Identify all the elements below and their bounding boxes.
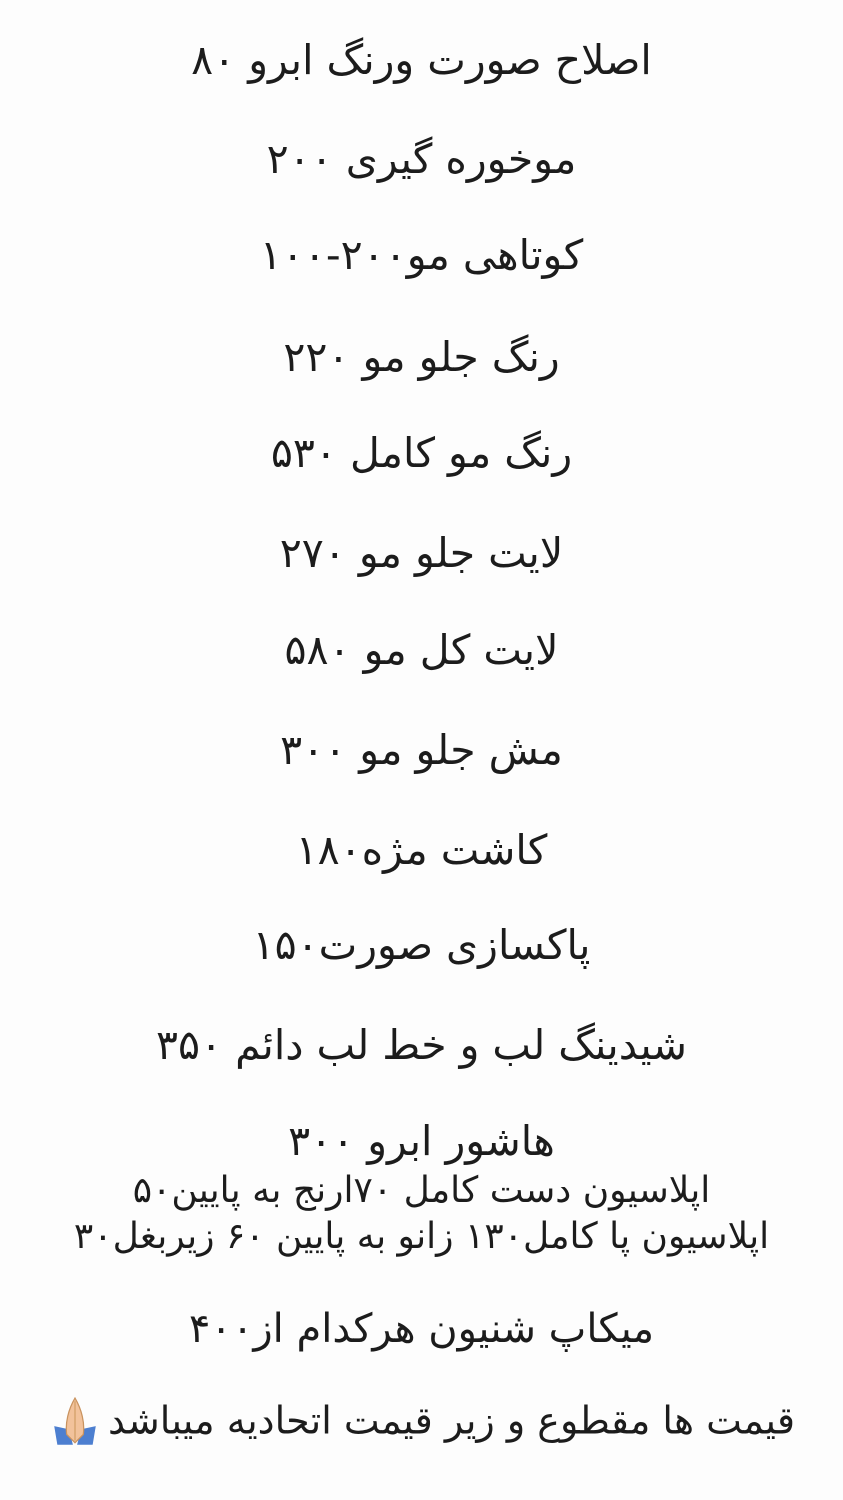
price-line-full-color: رنگ مو کامل ۵۳۰ (270, 429, 573, 477)
price-line-front-mesh: مش جلو مو ۳۰۰ (280, 726, 563, 774)
price-line-face-brow: اصلاح صورت ورنگ ابرو ۸۰ (191, 36, 652, 84)
price-line-brow-microblading: هاشور ابرو ۳۰۰ (288, 1117, 555, 1165)
price-line-haircut: کوتاهی مو۲۰۰-۱۰۰ (259, 231, 584, 279)
price-line-lash-extension: کاشت مژه۱۸۰ (295, 826, 548, 874)
price-line-front-highlight: لایت جلو مو ۲۷۰ (279, 529, 564, 577)
price-line-lip-shading: شیدینگ لب و خط لب دائم ۳۵۰ (156, 1021, 687, 1069)
price-line-full-highlight: لایت کل مو ۵۸۰ (284, 626, 559, 674)
footer-note-text: قیمت ها مقطوع و زیر قیمت اتحادیه میباشد (107, 1398, 796, 1443)
price-line-leg-epilation: اپلاسیون پا کامل۱۳۰ زانو به پایین ۶۰ زیربغل۳۰ (73, 1216, 770, 1257)
footer-note (0, 1396, 843, 1450)
price-line-arm-epilation: اپلاسیون دست کامل ۷۰ارنج به پایین۵۰ (132, 1170, 711, 1211)
price-line-makeup-chignon: میکاپ شنیون هرکدام از۴۰۰ (188, 1306, 655, 1352)
price-line-facial-cleansing: پاکسازی صورت۱۵۰ (252, 921, 591, 969)
price-line-front-color: رنگ جلو مو ۲۲۰ (283, 333, 560, 381)
price-line-split-ends: موخوره گیری ۲۰۰ (266, 135, 577, 183)
folded-hands-icon (48, 1396, 102, 1450)
